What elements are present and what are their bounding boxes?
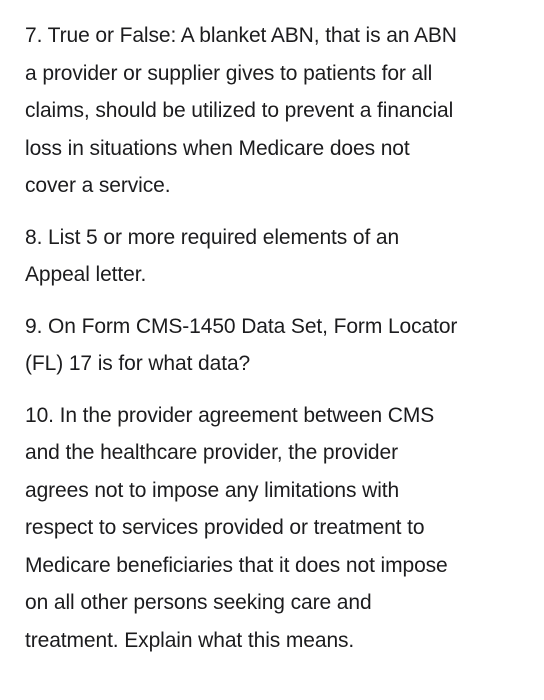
question-7	[25, 17, 534, 205]
question-10-line-4: respect to services provided or treatment to	[25, 516, 425, 539]
question-9-line-2: (FL) 17 is for what data?	[25, 352, 251, 375]
question-10-line-6: on all other persons seeking care and	[25, 591, 372, 614]
question-10-line-1: 10. In the provider agreement between CMS	[25, 403, 435, 427]
question-9	[25, 308, 534, 383]
question-8-line-1: 8. List 5 or more required elements of an	[25, 225, 400, 249]
question-8	[25, 219, 534, 294]
question-10	[25, 397, 534, 660]
question-7-line-4: loss in situations when Medicare does not	[25, 136, 410, 160]
question-7-line-2: a provider or supplier gives to patients for all	[25, 61, 433, 85]
question-7-line-3: claims, should be utilized to prevent a financial	[25, 99, 454, 122]
question-10-line-5: Medicare beneficiaries that it does not impose	[25, 553, 448, 577]
question-7-line-1: 7. True or False: A blanket ABN, that is an ABN	[25, 24, 457, 47]
question-10-line-2: and the healthcare provider, the provider	[25, 441, 398, 464]
question-10-line-7: treatment. Explain what this means.	[25, 628, 355, 652]
question-7-line-5: cover a service.	[25, 174, 171, 197]
question-8-line-2: Appeal letter.	[25, 263, 147, 286]
question-9-line-1: 9. On Form CMS-1450 Data Set, Form Locator	[25, 314, 458, 338]
question-10-line-3: agrees not to impose any limitations with	[25, 478, 400, 502]
